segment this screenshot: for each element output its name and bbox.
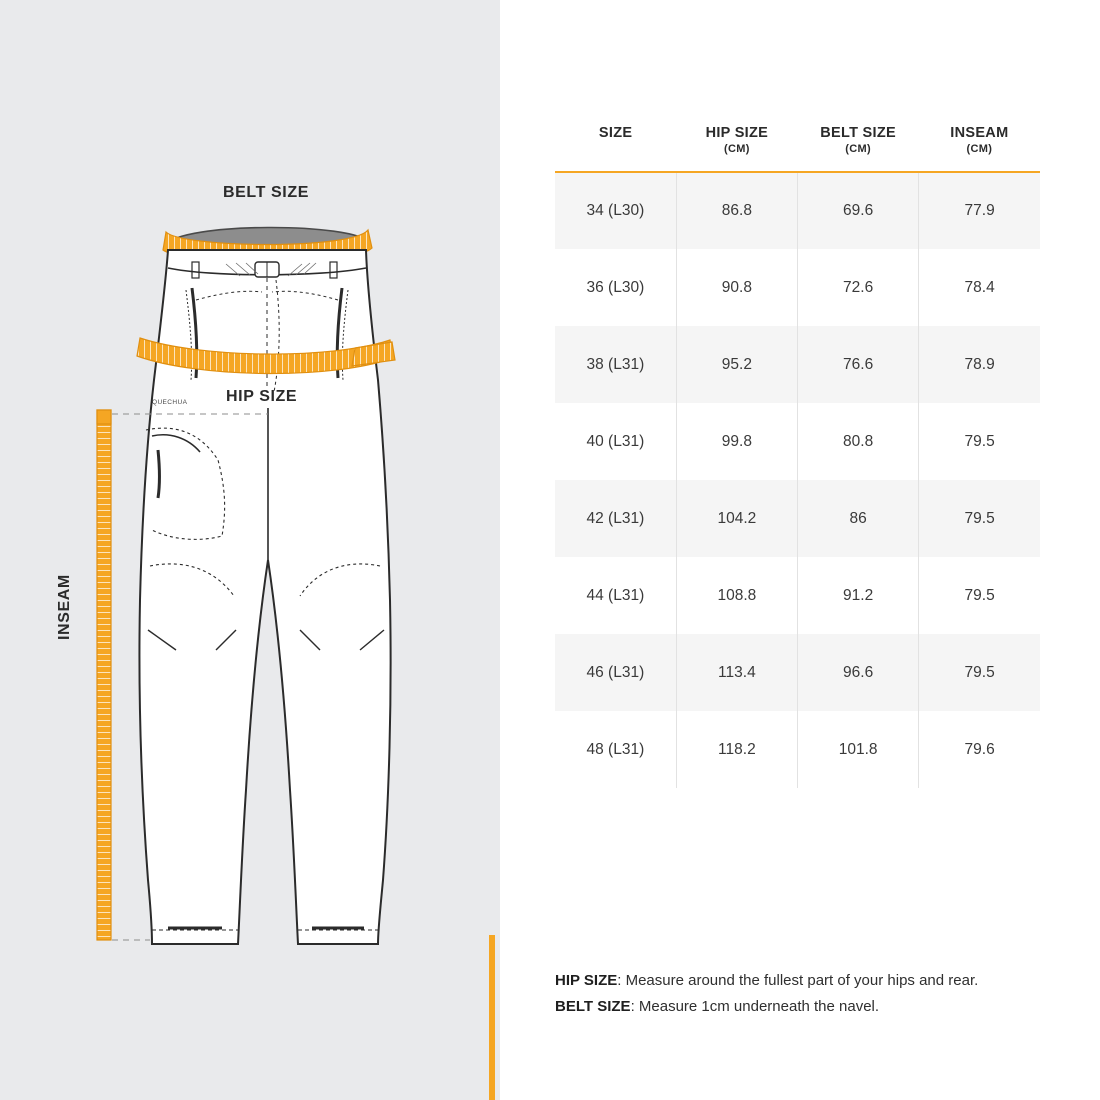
cell-inseam: 79.6: [964, 740, 995, 758]
cell-belt: 86: [798, 480, 919, 557]
table-header-row: [555, 125, 1040, 172]
label-belt-size: BELT SIZE: [223, 184, 309, 201]
cell-size: 44 (L31): [555, 557, 676, 634]
trousers-diagram: [0, 0, 500, 1100]
cell-belt: 101.8: [798, 711, 919, 788]
accent-bar: [489, 935, 495, 1100]
cell-inseam: 79.5: [964, 586, 995, 604]
label-hip-size: HIP SIZE: [226, 388, 298, 405]
size-table-wrapper: [555, 125, 1040, 788]
cell-size: 48 (L31): [555, 711, 676, 788]
measurement-notes: [555, 968, 1075, 1019]
table-row: [555, 249, 1040, 326]
cell-belt: 96.6: [798, 634, 919, 711]
cell-inseam: 77.9: [964, 202, 995, 219]
cell-inseam: 78.9: [964, 355, 995, 373]
column-header-belt-size: BELT SIZE (CM): [798, 125, 919, 172]
table-row: [555, 634, 1040, 711]
cell-size: 42 (L31): [555, 480, 676, 557]
cell-size: 46 (L31): [555, 634, 676, 711]
table-row: [555, 172, 1040, 249]
note-belt-text: : Measure 1cm underneath the navel.: [630, 997, 880, 1015]
cell-belt: 72.6: [798, 249, 919, 326]
svg-text:QUECHUA: QUECHUA: [152, 399, 188, 406]
cell-size: 34 (L30): [555, 172, 676, 249]
cell-belt: 91.2: [798, 557, 919, 634]
measurements-panel: [500, 0, 1100, 1100]
column-unit-inseam: (CM): [966, 143, 993, 155]
cell-hip: 108.8: [676, 557, 797, 634]
column-unit-belt-size: (CM): [845, 143, 871, 155]
cell-size: 38 (L31): [555, 326, 676, 403]
column-header-inseam: INSEAM (CM): [919, 125, 1040, 172]
size-table: [555, 125, 1040, 788]
table-header: [555, 125, 1040, 172]
illustration-panel: [0, 0, 500, 1100]
table-row: [555, 711, 1040, 788]
table-row: [555, 557, 1040, 634]
cell-hip: 90.8: [676, 249, 797, 326]
cell-hip: 99.8: [676, 403, 797, 480]
column-header-hip-size: HIP SIZE (CM): [676, 125, 797, 172]
cell-hip: 104.2: [676, 480, 797, 557]
cell-belt: 76.6: [798, 326, 919, 403]
label-inseam: INSEAM: [56, 574, 73, 640]
column-unit-hip-size: (CM): [724, 143, 750, 155]
note-belt-term: BELT SIZE: [555, 997, 631, 1015]
table-row: [555, 403, 1040, 480]
cell-inseam: 79.5: [964, 663, 995, 681]
cell-hip: 118.2: [676, 711, 797, 788]
note-hip-size: [555, 968, 1075, 994]
cell-size: 36 (L30): [555, 249, 676, 326]
cell-hip: 86.8: [676, 172, 797, 249]
cell-belt: 80.8: [798, 403, 919, 480]
cell-belt: 69.6: [798, 172, 919, 249]
column-header-size: SIZE: [598, 125, 633, 141]
note-hip-term: HIP SIZE: [555, 972, 618, 989]
cell-inseam: 79.5: [964, 509, 995, 527]
cell-hip: 113.4: [676, 634, 797, 711]
cell-inseam: 78.4: [964, 278, 995, 296]
table-row: [555, 480, 1040, 557]
note-hip-text: : Measure around the fullest part of your hips and rear.: [617, 972, 979, 989]
cell-inseam: 79.5: [964, 432, 995, 450]
cell-size: 40 (L31): [555, 403, 676, 480]
cell-hip: 95.2: [676, 326, 797, 403]
table-row: [555, 326, 1040, 403]
table-body: [555, 172, 1040, 788]
note-belt-size: [555, 994, 1075, 1020]
